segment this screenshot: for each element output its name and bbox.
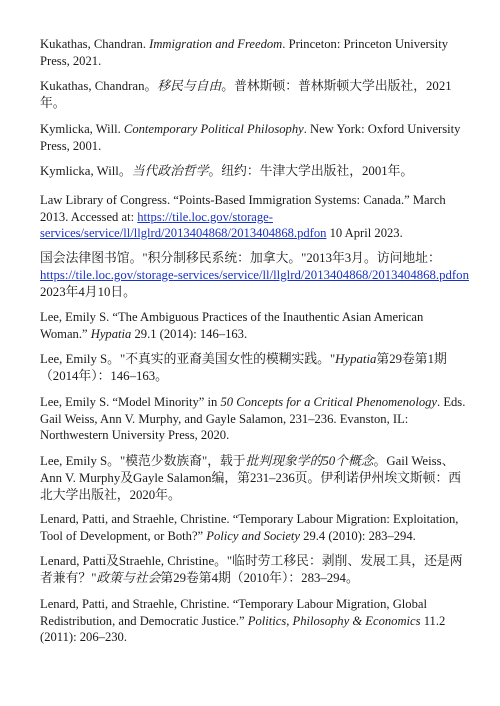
entry-title: Immigration and Freedom (149, 37, 283, 51)
entry-text: Lee, Emily S. “The Ambiguous Practices of the Inauthentic Asian American Woman.” (40, 310, 424, 341)
entry-text: 第29卷第4期（2010年）：283–294。 (160, 571, 359, 585)
bib-entry (40, 163, 470, 180)
entry-title: 当代政治哲学 (131, 164, 209, 178)
entry-text: 国会法律图书馆。"积分制移民系统：加拿大。"2013年3月。访问地址： (40, 251, 441, 265)
entry-text: 2023年4月10日。 (40, 285, 136, 299)
bib-entry (40, 250, 470, 301)
entry-text: Kymlicka, Will。 (40, 164, 132, 178)
entry-title: Hypatia (335, 352, 377, 366)
entry-text: 。纽约：牛津大学出版社，2001年。 (208, 164, 414, 178)
entry-text: 10 April 2023. (326, 226, 403, 240)
entry-text: Lee, Emily S。"模范少数族裔"，载于 (40, 454, 246, 468)
bib-entry (40, 121, 470, 154)
entry-text: 29.4 (2010): 283–294. (300, 528, 416, 543)
entry-link[interactable]: https://tile.loc.gov/storage-services/service/ll/llglrd/2013404868/2013404868.pdfon (40, 209, 327, 240)
bib-entry (40, 36, 470, 69)
bib-entry (40, 192, 470, 242)
entry-text: Lenard, Patti, and Straehle, Christine. “Temporary Labour Migration, Global Redistribution, and Democratic Justice.” (40, 597, 427, 628)
bib-entry (40, 394, 470, 444)
bib-entry (40, 511, 470, 544)
entry-text: . Princeton: Princeton University Press, 2021. (40, 37, 449, 68)
entry-title: Contemporary Political Philosophy (123, 122, 304, 136)
entry-link[interactable]: https://tile.loc.gov/storage-services/service/ll/llglrd/2013404868/2013404868.pdfon (40, 268, 469, 282)
entry-title: Politics, Philosophy & Economics (247, 613, 421, 628)
entry-text: Kukathas, Chandran. (40, 37, 150, 51)
entry-title: Hypatia (90, 326, 132, 341)
entry-title: Policy and Society (206, 528, 301, 543)
entry-text: Lee, Emily S. “Model Minority” in (40, 395, 221, 409)
entry-text: 。Gail Weiss、Ann V. Murphy及Gayle Salamon编，第231–236页。伊利诺伊州埃文斯顿：西北大学出版社，2020年。 (40, 454, 462, 502)
entry-text: Lenard, Patti及Straehle, Christine。"临时劳工移民：剥削、发展工具，还是两者兼有？" (40, 554, 463, 585)
bib-entry (40, 553, 470, 587)
entry-text: . New York: Oxford University Press, 2001. (40, 122, 461, 153)
entry-text: Lenard, Patti, and Straehle, Christine. “Temporary Labour Migration: Exploitation, Tool of Development, or Both?” (40, 512, 459, 543)
entry-text: Kymlicka, Will. (40, 122, 124, 136)
entry-text: Lee, Emily S。"不真实的亚裔美国女性的模糊实践。" (40, 352, 336, 366)
entry-title: 政策与社会 (96, 571, 161, 585)
entry-text: Kukathas, Chandran。 (40, 79, 158, 93)
bib-entry (40, 596, 470, 646)
entry-text: 第29卷第1期（2014年）：146–163。 (40, 352, 447, 383)
bib-entry (40, 453, 470, 504)
bib-entry (40, 351, 470, 385)
entry-title: 批判现象学的50个概念 (245, 454, 374, 468)
entry-title: 50 Concepts for a Critical Phenomenology (220, 395, 438, 409)
entry-text: . Eds. Gail Weiss, Ann V. Murphy, and Gayle Salamon, 231–236. Evanston, IL: Northwestern University Press, 2020. (40, 395, 466, 442)
bib-entry (40, 309, 470, 342)
entry-text: 。普林斯顿：普林斯顿大学出版社，2021年。 (40, 79, 452, 110)
entry-text: Law Library of Congress. “Points-Based Immigration Systems: Canada.” March 2013. Accessed at: (40, 193, 446, 224)
bib-entry (40, 78, 470, 112)
entry-text: 11.2 (2011): 206–230. (40, 613, 446, 644)
entry-text: 29.1 (2014): 146–163. (131, 326, 248, 341)
entry-title: 移民与自由 (157, 79, 222, 93)
